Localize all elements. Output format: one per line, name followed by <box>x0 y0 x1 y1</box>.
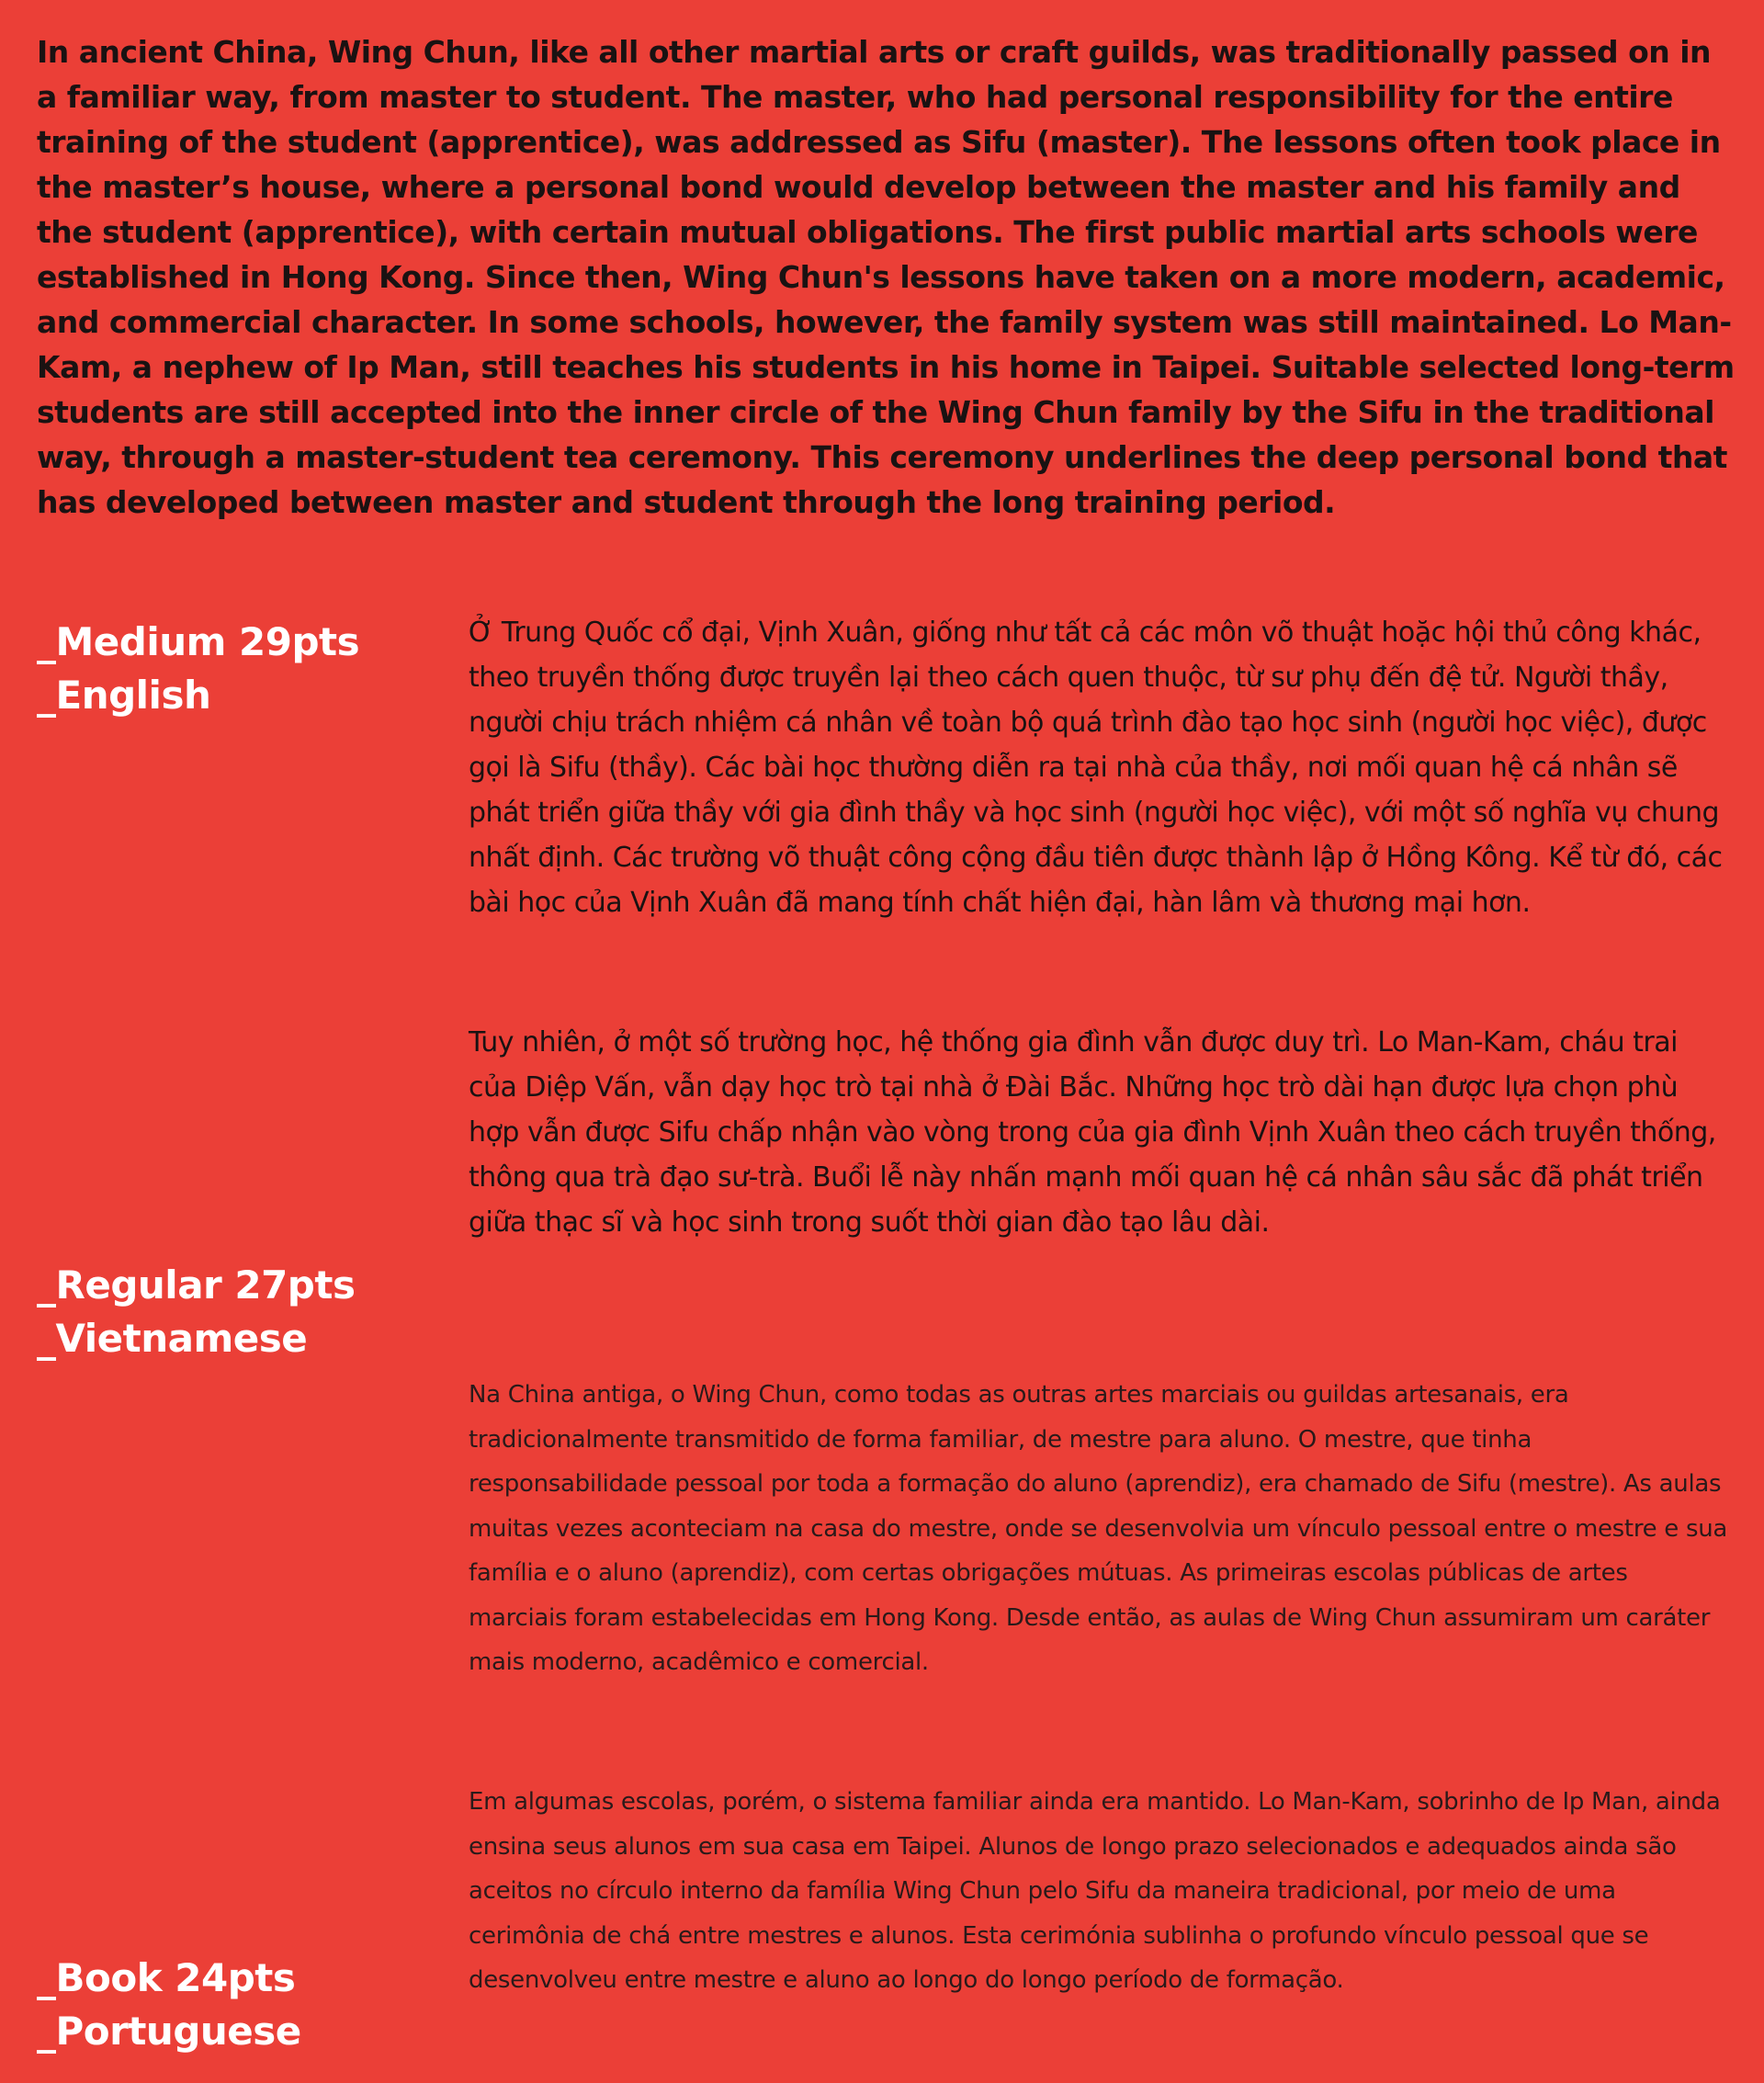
label-language-vietnamese: _Vietnamese <box>37 1316 308 1361</box>
label-weight-medium: _Medium 29pts <box>37 619 360 664</box>
label-book-portuguese <box>37 1952 441 2058</box>
english-specimen-paragraph: In ancient China, Wing Chun, like all other martial arts or craft guilds, was traditionally passed on in a familiar way, from master to student. The master, who had personal responsibility for the entire training of the student (apprentice), was addressed as Sifu (master). The lessons often took place in the master’s house, where a personal bond would develop between the master and his family and the student (apprentice), with certain mutual obligations. The first public martial arts schools were established in Hong Kong. Since then, Wing Chun's lessons have taken on a more modern, academic, and commercial character. In some schools, however, the family system was still maintained. Lo Man-Kam, a nephew of Ip Man, still teaches his students in his home in Taipei. Suitable selected long-term students are still accepted into the inner circle of the Wing Chun family by the Sifu in the traditional way, through a master-student tea ceremony. This ceremony underlines the deep personal bond that has developed between master and student through the long training period. <box>37 34 1735 520</box>
label-regular-vietnamese <box>37 1259 441 1365</box>
label-weight-regular: _Regular 27pts <box>37 1262 356 1308</box>
label-language-english: _English <box>37 673 211 718</box>
label-weight-book: _Book 24pts <box>37 1955 296 2000</box>
portuguese-specimen-paragraph-1: Na China antiga, o Wing Chun, como todas as outras artes marciais ou guildas artesanais, era tradicionalmente transmitido de forma familiar, de mestre para aluno. O mestre, que tinha responsabilidade pessoal por toda a formação do aluno (aprendiz), era chamado de Sifu (mestre). As aulas muitas vezes aconteciam na casa do mestre, onde se desenvolvia um vínculo pessoal entre o mestre e sua família e o aluno (aprendiz), com certas obrigações mútuas. As primeiras escolas públicas de artes marciais foram estabelecidas em Hong Kong. Desde então, as aulas de Wing Chun assumiram um caráter mais moderno, acadêmico e comercial. <box>469 1381 1728 1676</box>
vietnamese-specimen-paragraph-1: Ở Trung Quốc cổ đại, Vịnh Xuân, giống như tất cả các môn võ thuật hoặc hội thủ công khác, theo truyền thống được truyền lại theo cách quen thuộc, từ sư phụ đến đệ tử. Người thầy, người chịu trách nhiệm cá nhân về toàn bộ quá trình đào tạo học sinh (người học việc), được gọi là Sifu (thầy). Các bài học thường diễn ra tại nhà của thầy, nơi mối quan hệ cá nhân sẽ phát triển giữa thầy với gia đình thầy và học sinh (người học việc), với một số nghĩa vụ chung nhất định. Các trường võ thuật công cộng đầu tiên được thành lập ở Hồng Kông. Kể từ đó, các bài học của Vịnh Xuân đã mang tính chất hiện đại, hàn lâm và thương mại hơn. <box>469 617 1723 919</box>
vietnamese-specimen-paragraph-2: Tuy nhiên, ở một số trường học, hệ thống gia đình vẫn được duy trì. Lo Man-Kam, cháu trai của Diệp Vấn, vẫn dạy học trò tại nhà ở Đài Bắc. Những học trò dài hạn được lựa chọn phù hợp vẫn được Sifu chấp nhận vào vòng trong của gia đình Vịnh Xuân theo cách truyền thống, thông qua trà đạo sư-trà. Buổi lễ này nhấn mạnh mối quan hệ cá nhân sâu sắc đã phát triển giữa thạc sĩ và học sinh trong suốt thời gian đào tạo lâu dài. <box>469 1026 1716 1239</box>
label-language-portuguese: _Portuguese <box>37 2009 301 2054</box>
label-medium-english <box>37 616 441 722</box>
portuguese-specimen-paragraph-2: Em algumas escolas, porém, o sistema familiar ainda era mantido. Lo Man-Kam, sobrinho de Ip Man, ainda ensina seus alunos em sua casa em Taipei. Alunos de longo prazo selecionados e adequados ainda são aceitos no círculo interno da família Wing Chun pelo Sifu da maneira tradicional, por meio de uma cerimônia de chá entre mestres e alunos. Esta cerimónia sublinha o profundo vínculo pessoal que se desenvolveu entre mestre e aluno ao longo do longo período de formação. <box>469 1788 1721 1994</box>
